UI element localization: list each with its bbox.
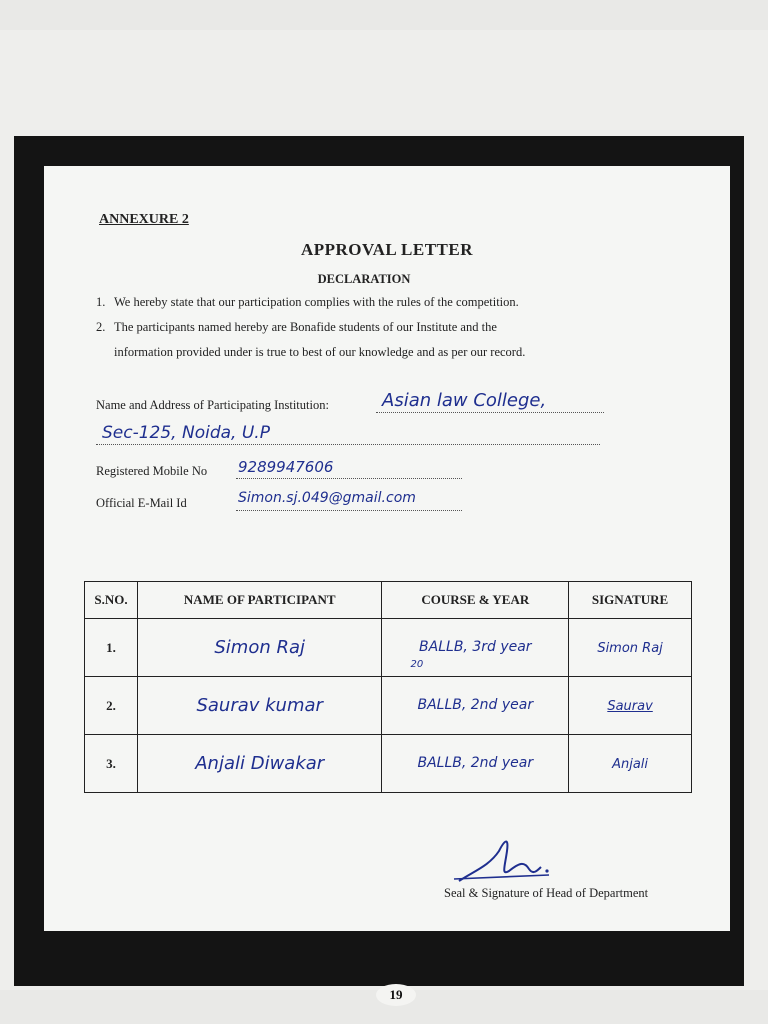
header-signature: SIGNATURE xyxy=(569,582,692,619)
course-year: BALLB, 2nd year xyxy=(417,755,534,771)
institution-label: Name and Address of Participating Institution: xyxy=(96,398,329,412)
table-row xyxy=(85,677,692,735)
table-header-row xyxy=(85,582,692,619)
annexure-heading: ANNEXURE 2 xyxy=(99,212,189,227)
institution-name-handwritten: Asian law College, xyxy=(382,390,547,411)
page-title: APPROVAL LETTER xyxy=(300,240,474,259)
header-course: COURSE & YEAR xyxy=(382,582,569,619)
seal-signature-label: Seal & Signature of Head of Department xyxy=(444,886,649,900)
black-border-frame xyxy=(14,136,744,1002)
declaration-text: We hereby state that our participation complies with the rules of the competition. xyxy=(114,295,519,309)
name-cell xyxy=(137,619,382,677)
participant-name: Anjali Diwakar xyxy=(195,753,325,774)
dotted-line xyxy=(236,478,462,479)
course-cell xyxy=(382,735,569,793)
declaration-heading: DECLARATION xyxy=(317,272,411,286)
header-name: NAME OF PARTICIPANT xyxy=(137,582,382,619)
sno-cell: 1. xyxy=(85,619,138,677)
course-note: 20 xyxy=(410,659,424,670)
signature: Anjali xyxy=(612,756,649,772)
sno-cell: 2. xyxy=(85,677,138,735)
sno-cell: 3. xyxy=(85,735,138,793)
course-year: BALLB, 3rd year xyxy=(419,639,532,655)
email-handwritten: Simon.sj.049@gmail.com xyxy=(238,490,416,506)
signature-cell xyxy=(569,619,692,677)
participant-name: Saurav kumar xyxy=(196,695,323,716)
declaration-item xyxy=(96,290,696,315)
declaration-item xyxy=(96,315,696,340)
mobile-number-handwritten: 9289947606 xyxy=(238,458,334,476)
header-sno: S.NO. xyxy=(85,582,138,619)
declaration-number: 2. xyxy=(96,320,106,334)
dotted-line xyxy=(376,412,604,413)
course-year: BALLB, 2nd year xyxy=(417,697,534,713)
name-cell xyxy=(137,735,382,793)
table-row xyxy=(85,619,692,677)
declaration-number: 1. xyxy=(96,295,106,309)
mobile-label: Registered Mobile No xyxy=(96,464,208,478)
declaration-text: The participants named hereby are Bonafide students of our Institute and the xyxy=(114,320,497,334)
dotted-line xyxy=(96,444,600,445)
signature: Saurav xyxy=(607,698,653,714)
declaration-text-continued: information provided under is true to best of our knowledge and as per our record. xyxy=(114,345,526,359)
signature-cell xyxy=(569,735,692,793)
signature-cell xyxy=(569,677,692,735)
institution-address-handwritten: Sec-125, Noida, U.P xyxy=(102,423,270,443)
email-label: Official E-Mail Id xyxy=(96,496,187,510)
hod-signature-mark xyxy=(449,831,559,891)
course-cell xyxy=(382,619,569,677)
document-sheet xyxy=(0,30,768,1002)
signature: Simon Raj xyxy=(597,640,663,656)
letter-page xyxy=(44,166,730,1002)
name-cell xyxy=(137,677,382,735)
dotted-line xyxy=(236,510,462,511)
course-cell xyxy=(382,677,569,735)
participants-table xyxy=(84,581,692,793)
declaration-list xyxy=(96,290,696,365)
page-number: 19 xyxy=(376,984,416,1006)
participant-name: Simon Raj xyxy=(214,637,306,658)
table-row xyxy=(85,735,692,793)
